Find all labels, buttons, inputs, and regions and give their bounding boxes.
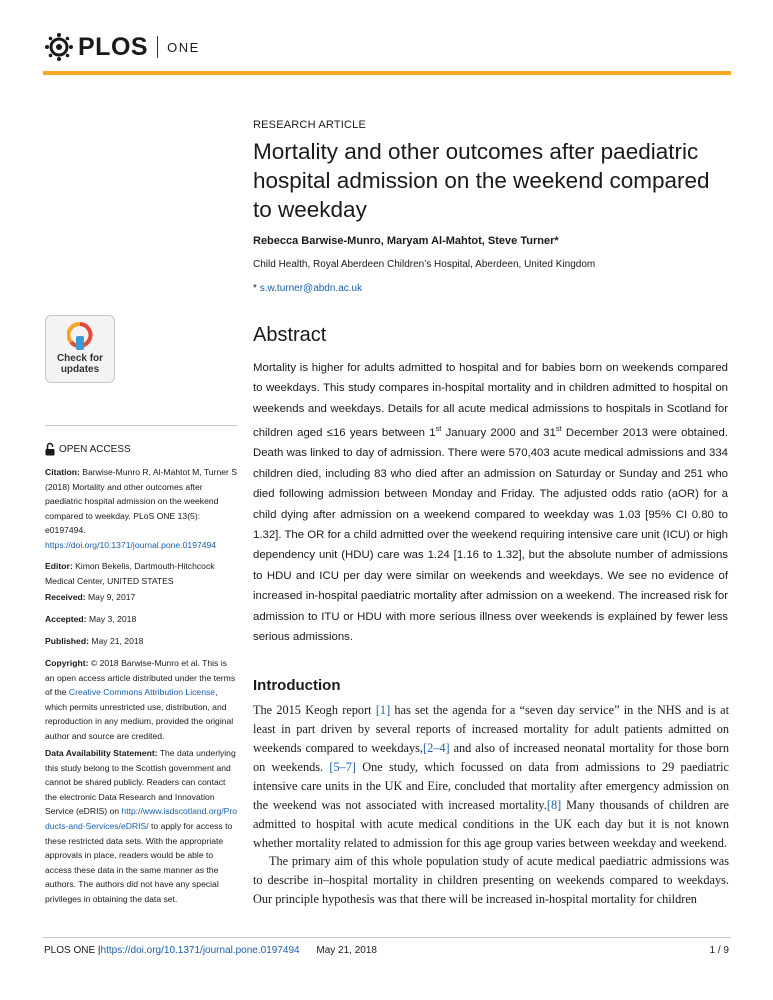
superscript-st: st [435, 424, 442, 434]
reference-link-1[interactable]: [1] [375, 703, 391, 717]
abstract-heading: Abstract [253, 324, 327, 346]
accepted-block [45, 612, 238, 627]
reference-link-5-7[interactable]: [5–7] [329, 760, 357, 774]
creative-commons-link[interactable]: Creative Commons Attribution License [68, 687, 216, 698]
intro-text: Many thousands of children are admitted to hospital with acute medical conditions in the UK each day but it is not known whether mortality related to admission for this age group varies between weekday and weekend. [253, 798, 729, 850]
page-number: 1 / 9 [709, 945, 729, 956]
footer-doi-link[interactable]: https://doi.org/10.1371/journal.pone.0197494 [100, 945, 300, 956]
corresponding-email [253, 283, 362, 294]
abstract-text-1: Mortality is higher for adults admitted to hospital and for babies born on weekends compared to weekdays. This study compares in-hospital mortality and in children admitted to hospital on weekends and weekdays. Details for all acute medical admissions to hospitals in Scotland for children aged [253, 362, 728, 440]
le-symbol: ≤ [326, 427, 333, 440]
citation-label: Citation: [45, 467, 80, 477]
introduction-paragraph-1 [253, 701, 729, 853]
plos-logo-mark-icon [44, 32, 74, 62]
sidebar-divider [45, 425, 237, 426]
footer-separator: | [97, 945, 101, 956]
header-accent-rule [43, 71, 731, 75]
authors-text: Rebecca Barwise-Munro, Maryam Al-Mahtot, Steve Turner [253, 235, 555, 247]
footer-journal: PLOS ONE [44, 945, 96, 956]
published-block [45, 634, 238, 649]
footer-citation [44, 945, 377, 956]
introduction-heading: Introduction [253, 677, 341, 694]
footer-rule [43, 937, 731, 938]
abstract-text-2: 16 years between 1 [332, 427, 436, 440]
intro-text: One study, which focussed on data from admissions to 29 paediatric intensive care units in the UK and Eire, concluded that mortality after emergency admission on the weekend was not associated with increased mortality. [253, 760, 729, 812]
accepted-label: Accepted: [45, 614, 87, 624]
article-title: Mortality and other outcomes after paediatric hospital admission on the weekend compared to weekday [253, 139, 710, 222]
citation-doi-link[interactable]: https://doi.org/10.1371/journal.pone.0197494 [45, 539, 217, 550]
abstract-body [253, 358, 728, 647]
plos-one-logo[interactable] [44, 32, 200, 62]
logo-plos-text: PLOS [78, 32, 149, 61]
intro-text: The 2015 Keogh report [253, 703, 376, 717]
email-prefix: * [253, 283, 257, 294]
footer-date: May 21, 2018 [316, 945, 377, 956]
citation-block [45, 465, 238, 553]
author-list [253, 235, 559, 247]
article-type: RESEARCH ARTICLE [253, 119, 367, 131]
received-block [45, 590, 238, 605]
intro-text: and also of increased neonatal mortality for those born on weekends. [253, 741, 730, 774]
abstract-text-3: January 2000 and 31 [441, 427, 556, 440]
logo-one-text: ONE [167, 39, 200, 55]
corresponding-author-mark: * [554, 235, 559, 247]
open-access-text: OPEN ACCESS [59, 443, 131, 455]
check-for-updates-icon [67, 322, 93, 352]
introduction-paragraph-2: The primary aim of this whole population study of acute medical paediatric admissions was to describe in–hospital mortality in children presenting on weekends compared to weekdays. Our principle hypothesis was that there will be increased in-hospital mortality for children [253, 854, 729, 906]
superscript-st: st [555, 424, 562, 434]
copyright-text-b: , which permits unrestricted use, distribution, and reproduction in any medium, provided the original author and source are credited. [45, 687, 234, 741]
data-availability-text-b: to apply for access to these restricted data sets. With the appropriate approvals in place, readers would be able to access these data in the same manner as the authors. The authors did not have any special privileges in obtaining the data set. [45, 820, 233, 904]
reference-link-8[interactable]: [8] [546, 798, 562, 812]
edris-link[interactable]: http://www.isdscotland.org/Products-and-Services/eDRIS/ [45, 806, 238, 831]
data-availability-text-a: The data underlying this study belong to the Scottish government and cannot be shared publicly. Readers can contact the electronic Data Research and Innovation Service (eDRIS) on [45, 748, 236, 817]
abstract-text-4: December 2013 were obtained. Death was linked to day of admission. There were 570,403 acute medical admissions and 334 children died, including 83 who died after an admission on Saturday or Sunday and 251 who died following admission between Monday and Friday. The adjusted odds ratio (aOR) for a child dying after admission on a weekend compared to weekday was 1.03 [95% CI 0.80 to 1.32]. The OR for a child admitted over the weekend requiring intensive care unit (ICU) or high dependency unit (HDU) care was 1.24 [1.16 to 1.32], but the absolute number of admissions to HDU and ICU per day were similar on weekends and weekdays. We see no evidence of increased in-hospital paediatric mortality after admission on a weekend. The increased risk for admission to ITU or HDU with more serious illness over weekends is explained by fewer less serious admissions. [253, 427, 729, 644]
affiliation: Child Health, Royal Aberdeen Children’s Hospital, Aberdeen, United Kingdom [253, 259, 596, 270]
logo-divider [157, 36, 158, 58]
editor-block [45, 559, 238, 588]
received-label: Received: [45, 592, 86, 602]
published-date: May 21, 2018 [91, 636, 144, 646]
data-availability-label: Data Availability Statement: [45, 748, 158, 758]
check-for-updates-label: Check for updates [56, 353, 104, 375]
reference-link-2-4[interactable]: [2–4] [422, 741, 450, 755]
open-lock-icon [45, 442, 55, 456]
copyright-label: Copyright: [45, 658, 89, 668]
citation-text: Barwise-Munro R, Al-Mahtot M, Turner S (2018) Mortality and other outcomes after paediatric hospital admission on the weekend compared to weekday. PLoS ONE 13(5): e0197494. [45, 467, 237, 536]
published-label: Published: [45, 636, 89, 646]
editor-text: Kimon Bekelis, Dartmouth-Hitchcock Medical Center, UNITED STATES [45, 561, 215, 586]
copyright-text-a: © 2018 Barwise-Munro et al. This is an open access article distributed under the terms of the [45, 658, 236, 698]
accepted-date: May 3, 2018 [88, 614, 137, 624]
open-access-label [45, 442, 131, 456]
received-date: May 9, 2017 [88, 592, 136, 602]
check-for-updates-button[interactable] [45, 315, 115, 383]
editor-label: Editor: [45, 561, 73, 571]
intro-text: has set the agenda for a “seven day service” in the NHS and is at least in part driven by several reports of increased mortality for adult patients admitted on weekends compared to weekdays, [253, 703, 729, 755]
copyright-block [45, 656, 238, 744]
email-link[interactable]: s.w.turner@abdn.ac.uk [259, 283, 363, 294]
data-availability-block [45, 746, 238, 907]
